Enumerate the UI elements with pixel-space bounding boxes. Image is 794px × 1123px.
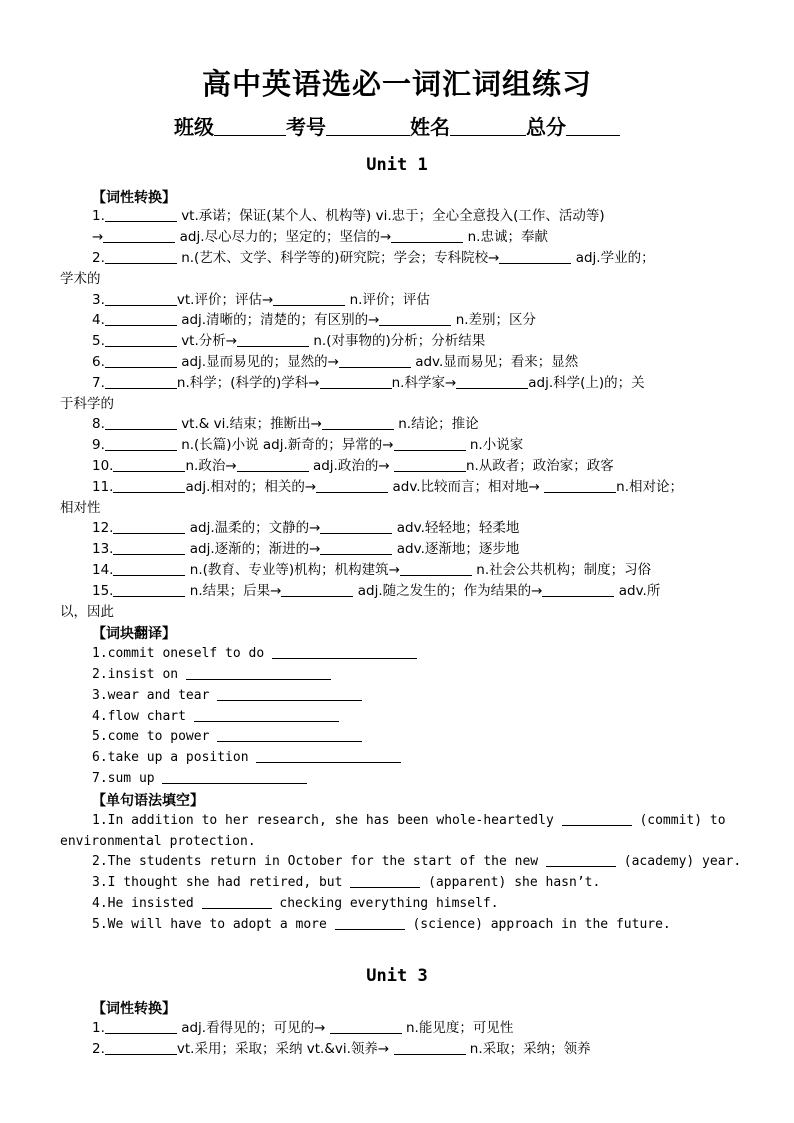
list-item: 5. vt.分析→ n.(对事物的)分析；分析结果 <box>92 333 486 349</box>
answer-blank[interactable] <box>544 479 616 493</box>
list-item: 3. vt.评价；评估→ n.评价；评估 <box>92 292 430 308</box>
phrase-item: 4.flow chart <box>92 708 339 726</box>
answer-blank[interactable] <box>113 479 185 493</box>
answer-blank[interactable] <box>105 292 177 306</box>
answer-blank[interactable] <box>320 375 392 389</box>
phrase-item: 5.come to power <box>92 728 362 746</box>
list-item: 9. n.(长篇)小说 adj.新奇的；异常的→ n.小说家 <box>92 437 524 453</box>
answer-blank[interactable] <box>281 583 353 597</box>
class-blank[interactable] <box>214 117 286 136</box>
answer-blank[interactable] <box>202 895 272 909</box>
grammar-item-wrap: environmental protection. <box>60 834 256 849</box>
answer-blank[interactable] <box>335 916 405 930</box>
list-item-wrap: 相对性 <box>60 500 101 516</box>
answer-blank[interactable] <box>237 333 309 347</box>
list-item: 6. adj.显而易见的；显然的→ adv.显而易见；看来；显然 <box>92 354 579 370</box>
grammar-item: 2.The students return in October for the start of the new (academy) year. <box>92 854 742 869</box>
answer-blank[interactable] <box>562 812 632 826</box>
answer-blank[interactable] <box>350 874 420 888</box>
list-item: 7. n.科学；(科学的)学科→ n.科学家→ adj.科学(上)的；关 <box>92 375 645 391</box>
unit1-section-word-forms: 【词性转换】 <box>92 190 176 206</box>
answer-blank[interactable] <box>320 541 392 555</box>
phrase-item: 2.insist on <box>92 666 331 684</box>
unit1-section-grammar-fill: 【单句语法填空】 <box>92 793 204 809</box>
answer-blank[interactable] <box>194 708 339 722</box>
answer-blank[interactable] <box>542 583 614 597</box>
answer-blank[interactable] <box>391 229 463 243</box>
answer-blank[interactable] <box>105 1020 177 1034</box>
answer-blank[interactable] <box>394 458 466 472</box>
answer-blank[interactable] <box>113 562 185 576</box>
answer-blank[interactable] <box>105 416 177 430</box>
list-item: 13. adj.逐渐的；渐进的→ adv.逐渐地；逐步地 <box>92 541 520 557</box>
list-item: 14. n.(教育、专业等)机构；机构建筑→ n.社会公共机构；制度；习俗 <box>92 562 652 578</box>
class-label: 班级 <box>174 115 214 139</box>
answer-blank[interactable] <box>499 250 571 264</box>
phrase-item: 3.wear and tear <box>92 687 362 705</box>
list-item: 15. n.结果；后果→ adj.随之发生的；作为结果的→ adv.所 <box>92 583 661 599</box>
score-label: 总分 <box>526 115 566 139</box>
answer-blank[interactable] <box>113 520 185 534</box>
page-title: 高中英语选必一词汇词组练习 <box>201 67 592 101</box>
answer-blank[interactable] <box>272 645 417 659</box>
answer-blank[interactable] <box>379 312 451 326</box>
answer-blank[interactable] <box>456 375 528 389</box>
answer-blank[interactable] <box>105 333 177 347</box>
answer-blank[interactable] <box>322 416 394 430</box>
unit3-title: Unit 3 <box>366 966 428 986</box>
list-item: 12. adj.温柔的；文静的→ adv.轻轻地；轻柔地 <box>92 520 520 536</box>
list-item: 2. n.(艺术、文学、科学等的)研究院；学会；专科院校→ adj.学业的； <box>92 250 655 266</box>
answer-blank[interactable] <box>339 354 411 368</box>
unit1-title: Unit 1 <box>366 155 428 175</box>
grammar-item: 4.He insisted checking everything himself. <box>92 896 499 911</box>
grammar-item: 1.In addition to her research, she has been whole-heartedly (commit) to <box>92 813 726 828</box>
answer-blank[interactable] <box>162 770 307 784</box>
answer-blank[interactable] <box>217 687 362 701</box>
answer-blank[interactable] <box>105 375 177 389</box>
answer-blank[interactable] <box>400 562 472 576</box>
phrase-item: 6.take up a position <box>92 749 401 767</box>
answer-blank[interactable] <box>217 728 362 742</box>
list-item-wrap: 以，因此 <box>60 604 114 620</box>
list-item-wrap: 学术的 <box>60 271 101 287</box>
exam-no-blank[interactable] <box>326 117 410 136</box>
list-item: 10. n.政治→ adj.政治的→ n.从政者；政治家；政客 <box>92 458 614 474</box>
list-item: 2. vt.采用；采取；采纳 vt.&vi.领养→ n.采取；采纳；领养 <box>92 1041 591 1057</box>
answer-blank[interactable] <box>273 292 345 306</box>
answer-blank[interactable] <box>105 208 177 222</box>
answer-blank[interactable] <box>330 1020 402 1034</box>
answer-blank[interactable] <box>256 749 401 763</box>
answer-blank[interactable] <box>316 479 388 493</box>
answer-blank[interactable] <box>394 1041 466 1055</box>
phrase-item: 1.commit oneself to do <box>92 645 417 663</box>
grammar-item: 5.We will have to adopt a more (science) approach in the future. <box>92 917 671 932</box>
answer-blank[interactable] <box>186 666 331 680</box>
list-item: 4. adj.清晰的；清楚的；有区别的→ n.差别；区分 <box>92 312 537 328</box>
list-item: → adj.尽心尽力的；坚定的；坚信的→ n.忠诚；奉献 <box>92 229 548 245</box>
phrase-item: 7.sum up <box>92 770 307 788</box>
exam-no-label: 考号 <box>286 115 326 139</box>
answer-blank[interactable] <box>105 250 177 264</box>
answer-blank[interactable] <box>113 541 185 555</box>
grammar-item: 3.I thought she had retired, but (apparent) she hasn’t. <box>92 875 601 890</box>
answer-blank[interactable] <box>237 458 309 472</box>
answer-blank[interactable] <box>320 520 392 534</box>
answer-blank[interactable] <box>105 1041 177 1055</box>
name-blank[interactable] <box>450 117 526 136</box>
score-blank[interactable] <box>566 117 620 136</box>
unit1-section-phrase-translation: 【词块翻译】 <box>92 626 176 642</box>
list-item-wrap: 于科学的 <box>60 396 114 412</box>
answer-blank[interactable] <box>105 312 177 326</box>
answer-blank[interactable] <box>546 853 616 867</box>
student-info-line <box>0 111 794 140</box>
name-label: 姓名 <box>410 115 450 139</box>
unit3-section-word-forms: 【词性转换】 <box>92 1001 176 1017</box>
answer-blank[interactable] <box>103 229 175 243</box>
list-item: 1. adj.看得见的；可见的→ n.能见度；可见性 <box>92 1020 514 1036</box>
answer-blank[interactable] <box>113 458 185 472</box>
answer-blank[interactable] <box>113 583 185 597</box>
list-item: 11. adj.相对的；相关的→ adv.比较而言；相对地→ n.相对论； <box>92 479 684 495</box>
answer-blank[interactable] <box>105 354 177 368</box>
answer-blank[interactable] <box>394 437 466 451</box>
list-item: 8. vt.& vi.结束；推断出→ n.结论；推论 <box>92 416 479 432</box>
answer-blank[interactable] <box>105 437 177 451</box>
list-item: 1. vt.承诺；保证(某个人、机构等) vi.忠于；全心全意投入(工作、活动等) <box>92 208 605 224</box>
